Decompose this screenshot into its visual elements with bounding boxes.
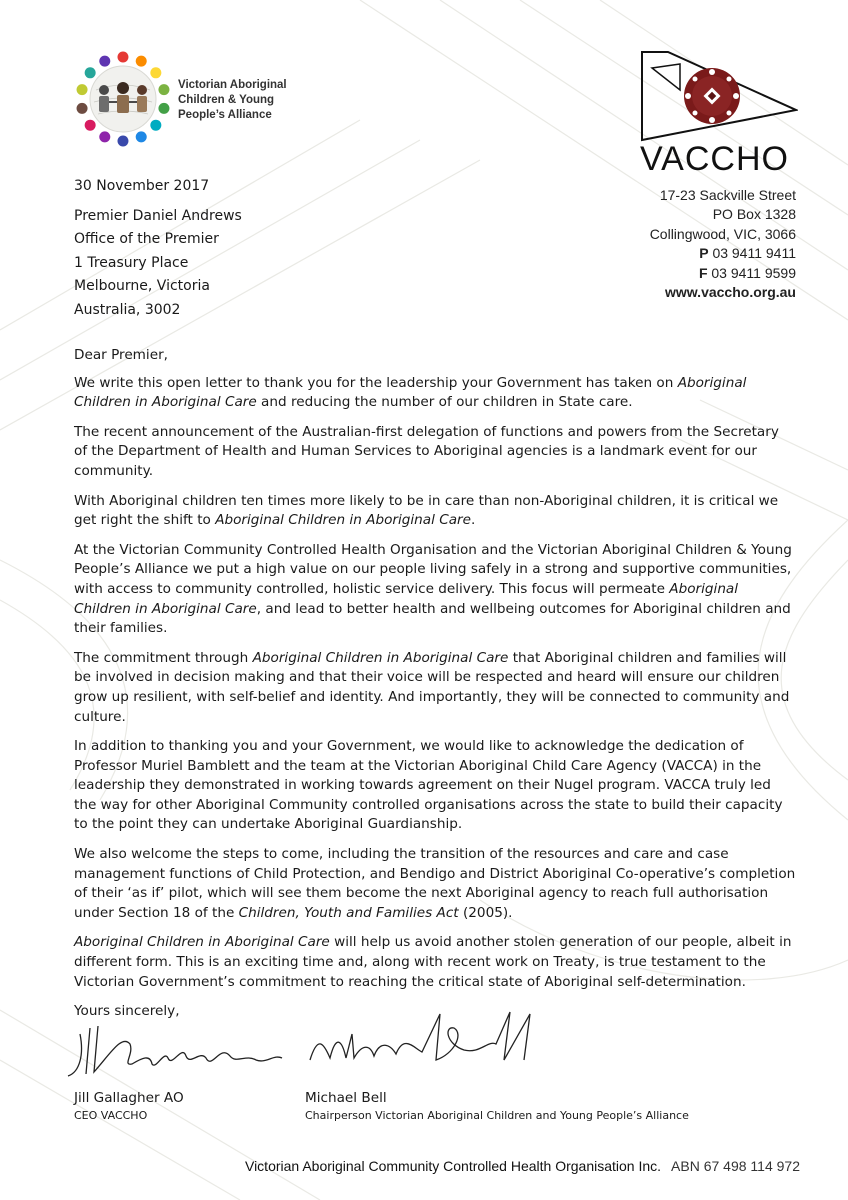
phone-label: P (699, 245, 709, 262)
address-po-box: PO Box 1328 (712, 206, 796, 223)
signer-jill (74, 1088, 184, 1124)
paragraph (74, 374, 796, 413)
paragraph (74, 649, 796, 727)
recipient-line: Office of the Premier (74, 231, 219, 248)
signature-block (60, 1004, 800, 1134)
alliance-ring-dot (136, 56, 147, 67)
children-figures-icon (99, 82, 147, 113)
greeting: Dear Premier, (74, 347, 168, 363)
signer-michael (305, 1088, 689, 1124)
paragraph (74, 845, 796, 923)
recipient-line: 1 Treasury Place (74, 254, 189, 271)
address-suburb: Collingwood, VIC, 3066 (649, 225, 796, 242)
paragraph (74, 541, 796, 639)
alliance-ring-dot (150, 120, 161, 131)
letter-date: 30 November 2017 (74, 178, 210, 194)
text: (2005). (458, 904, 513, 921)
address-fax (650, 264, 796, 283)
recipient-block (74, 175, 242, 323)
text: At the Victorian Community Controlled Health Organisation and the Victorian Aboriginal Children & Young People’s Alliance we put a high value on our people living safely in a strong and supportive communities, with access to community controlled, holistic service delivery. This focus will permeate (74, 541, 792, 597)
vaccho-wordmark: VACCHO (640, 140, 789, 178)
signer-name: Jill Gallagher AO (74, 1090, 184, 1106)
alliance-name (178, 78, 287, 123)
alliance-ring-dot (99, 56, 110, 67)
alliance-logo (74, 50, 314, 150)
closing: Yours sincerely, (74, 1003, 180, 1020)
text: The commitment through (74, 649, 253, 666)
recipient-line: Australia, 3002 (74, 301, 181, 318)
alliance-ring-dot (85, 120, 96, 131)
sender-address (650, 186, 796, 302)
signer-role: Chairperson Victorian Aboriginal Children and Young People’s Alliance (305, 1109, 689, 1122)
website-link[interactable]: www.vaccho.org.au (665, 284, 796, 301)
text: and reducing the number of our children in State care. (256, 394, 633, 411)
address-phone (650, 244, 796, 263)
alliance-ring-dot (77, 103, 88, 114)
signer-name: Michael Bell (305, 1090, 387, 1106)
alliance-ring-dot (158, 84, 169, 95)
text: that Aboriginal children and families will be involved in decision making and that their voice will be respected and heard will ensure our children grow up resilient, with self-belief and identity. And importantly, they will be connected to community and culture. (74, 649, 790, 725)
text: . (470, 512, 476, 529)
alliance-name-line: People’s Alliance (178, 109, 272, 121)
signature-jill-gallagher (60, 1014, 290, 1084)
paragraph: In addition to thanking you and your Government, we would like to acknowledge the dedication of Professor Muriel Bamblett and the team at the Victorian Aboriginal Child Care Agency (VACCA) in the leadership they demonstrated in working towards agreement on their Nugel program. VACCA truly led the way for other Aboriginal Community controlled organisations across the state to build their capacity to the point they can undertake Aboriginal Guardianship. (74, 738, 783, 833)
emphasis: Aboriginal Children in Aboriginal Care (252, 649, 509, 666)
alliance-ring-dot (158, 103, 169, 114)
fax-number: 03 9411 9599 (711, 264, 796, 281)
footer-org: Victorian Aboriginal Community Controlled Health Organisation Inc. (244, 1158, 662, 1174)
recipient-line: Premier Daniel Andrews (74, 207, 242, 224)
paragraph: The recent announcement of the Australian-first delegation of functions and powers from the Secretary of the Department of Health and Human Services to Aboriginal agencies is a landmark event for our community. (74, 423, 779, 479)
text: We also welcome the steps to come, including the transition of the resources and care and case management functions of Child Protection, and Bendigo and District Aboriginal Co-operative’s completion of their ‘as if’ pilot, which will see them become the next Aboriginal agency to reach full authorisation under Section 18 of the (74, 846, 796, 921)
emphasis: Aboriginal Children in Aboriginal Care (74, 934, 330, 951)
emphasis: Aboriginal Children in Aboriginal Care (74, 580, 739, 617)
alliance-ring-dot (118, 136, 129, 147)
alliance-name-line: Children & Young (178, 94, 275, 106)
emphasis: Aboriginal Children in Aboriginal Care (74, 374, 747, 411)
page-footer (150, 1158, 800, 1174)
paragraph (74, 933, 796, 992)
signature-michael-bell (304, 1004, 554, 1074)
phone-number: 03 9411 9411 (712, 245, 796, 262)
letter-body (74, 346, 796, 1032)
text: We write this open letter to thank you for the leadership your Government has taken on (74, 374, 678, 391)
alliance-ring-dot (99, 131, 110, 142)
paragraph (74, 492, 796, 531)
alliance-ring-dot (85, 67, 96, 78)
emphasis: Aboriginal Children in Aboriginal Care (215, 512, 471, 529)
alliance-ring-dot (136, 131, 147, 142)
vaccho-logo (636, 50, 798, 180)
recipient-line: Melbourne, Victoria (74, 278, 210, 295)
alliance-name-line: Victorian Aboriginal (178, 79, 287, 91)
alliance-ring-dot (118, 52, 129, 63)
text: , and lead to better health and wellbeing outcomes for Aboriginal children and their families. (74, 600, 791, 637)
address-street: 17-23 Sackville Street (659, 187, 796, 203)
footer-abn: ABN 67 498 114 972 (671, 1158, 800, 1174)
vaccho-emblem-icon (640, 50, 798, 142)
emphasis: Children, Youth and Families Act (238, 904, 459, 921)
alliance-ring-dot (150, 67, 161, 78)
alliance-ring-dot (77, 84, 88, 95)
signer-role: CEO VACCHO (74, 1109, 148, 1122)
text: With Aboriginal children ten times more likely to be in care than non-Aboriginal children, it is critical we get right the shift to (74, 492, 779, 529)
text: will help us avoid another stolen generation of our people, albeit in different form. This is an exciting time and, along with recent work on Treaty, is true testament to the Victorian Government’s commitment to reaching the critical state of Aboriginal self-determination. (74, 934, 792, 990)
alliance-logo-ring (74, 50, 172, 148)
fax-label: F (698, 264, 708, 281)
